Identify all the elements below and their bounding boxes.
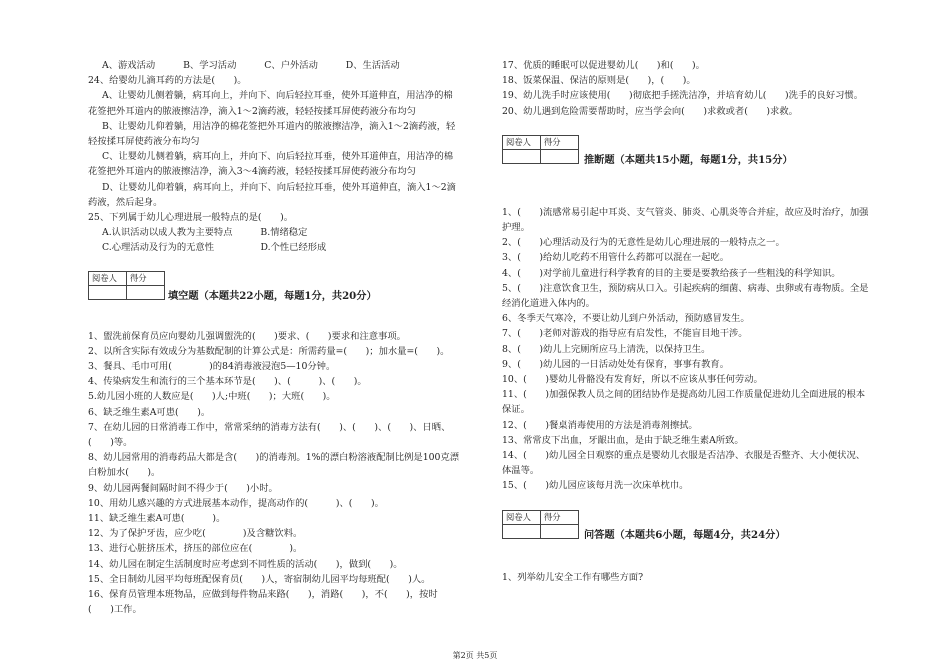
q25-stem: 25、下列属于幼儿心理进展一般特点的是( )。 [88, 212, 294, 224]
section-title-fill-blank: 填空题（本题共22小题，每题1分，共20分） [168, 289, 377, 302]
fill-item: 3、餐具、毛巾可用( )的84消毒液浸泡5—10分钟。 [88, 361, 336, 373]
score-label: 得分 [127, 271, 165, 285]
judge-item: 15、( )幼儿园应该每月洗一次床单枕巾。 [502, 480, 689, 492]
judge-item: 11、( )加强保教人员之间的团结协作是提高幼儿园工作质量促进幼儿全面进展的根本保证。 [502, 389, 866, 416]
fill-item: 7、在幼儿园的日常消毒工作中，常常采纳的消毒方法有( )、( )、( )、日晒、( )等。 [88, 421, 451, 449]
reviewer-cell [503, 524, 541, 538]
fill-item: 6、缺乏维生素A可患( )。 [88, 406, 211, 418]
fill-item: 16、保育员管理本班物品，应做到每件物品来路( )，消路( )，不( )，按时( )工作。 [88, 589, 438, 616]
judge-item: 1、( )流感常易引起中耳炎、支气管炎、肺炎、心肌炎等合并症，故应及时治疗，加强护理。 [502, 206, 869, 234]
fill-item: 9、幼儿园两餐间隔时间不得少于( )小时。 [88, 482, 278, 494]
q25-options-ab: A.认识活动以成人教为主要特点 B.情绪稳定 [102, 227, 308, 239]
fill-item: 10、用幼儿感兴趣的方式进展基本动作，提高动作的( )、( )。 [88, 497, 384, 509]
judge-item: 7、( )老师对游戏的指导应有启发性，不能盲目地干涉。 [502, 328, 748, 340]
section-title-judge: 推断题（本题共15小题，每题1分，共15分） [584, 153, 793, 166]
fill-item: 11、缺乏维生素A可患( )。 [88, 513, 226, 525]
score-cell [541, 149, 579, 163]
fill-item: 2、以所含实际有效成分为基数配制的计算公式是：所需药量=( )；加水量=( )。 [88, 345, 450, 357]
q24-option-a: A、让婴幼儿侧着躺，病耳向上，并向下、向后轻拉耳垂，使外耳道伸直，用洁净的棉花签把外耳道内的脓液擦洁净，滴入1～2滴药液，轻轻按揉耳屏使药液分布均匀 [88, 90, 453, 117]
q24-option-c: C、让婴幼儿侧着躺，病耳向上，并向下、向后轻拉耳垂，使外耳道伸直，用洁净的棉花签把外耳道内的脓液擦洁净，滴入3～4滴药液，轻轻按揉耳屏使药液分布均匀 [88, 151, 454, 178]
reviewer-label: 阅卷人 [503, 135, 541, 149]
qa-item: 1、列举幼儿安全工作有哪些方面? [502, 571, 644, 583]
judge-item: 2、( )心理活动及行为的无意性是幼儿心理进展的一般特点之一。 [502, 237, 785, 249]
page-footer: 第2页 共5页 [452, 651, 498, 660]
score-label: 得分 [541, 510, 579, 524]
score-box [88, 271, 165, 300]
section-title-qa: 问答题（本题共6小题，每题4分，共24分） [584, 528, 786, 541]
judge-item: 9、( )幼儿园的一日活动处处有保育，事事有教育。 [502, 358, 729, 370]
fill-item: 17、优质的睡眠可以促进婴幼儿( )和( )。 [502, 60, 705, 71]
judge-item: 3、( )给幼儿吃药不用管什么药都可以混在一起吃。 [502, 252, 729, 264]
score-cell [127, 285, 165, 299]
fill-item: 1、盥洗前保育员应向婴幼儿强调盥洗的( )要求、( )要求和注意事项。 [88, 330, 406, 342]
score-box [502, 510, 579, 539]
reviewer-label: 阅卷人 [503, 510, 541, 524]
fill-item: 5.幼儿园小班的人数应是( )人;中班( )；大班( )。 [88, 391, 336, 403]
fill-item: 14、幼儿园在制定生活制度时应考虑到不同性质的活动( )，做到( )。 [88, 558, 403, 570]
right-column [502, 58, 874, 585]
fill-item: 8、幼儿园常用的消毒药品大都是含( )的消毒剂。1%的漂白粉溶液配制比例是100克漂白粉加水( )。 [88, 452, 460, 479]
judge-item: 8、( )幼儿上完厕所应马上清洗，以保持卫生。 [502, 343, 711, 355]
fill-item: 12、为了保护牙齿，应少吃( )及含糖饮料。 [88, 528, 303, 540]
fill-item: 13、进行心脏挤压术，挤压的部位应在( )。 [88, 543, 303, 555]
q24-option-d: D、让婴幼儿仰着躺，病耳向上，并向下、向后轻拉耳垂，使外耳道伸直，滴入1～2滴药液，然后起身。 [88, 181, 456, 208]
reviewer-cell [503, 149, 541, 163]
fill-item: 18、饭菜保温、保洁的原则是( )，( )。 [502, 75, 696, 87]
q23-options: A、游戏活动 B、学习活动 C、户外活动 D、生活活动 [102, 60, 400, 71]
judge-item: 10、( )婴幼儿骨骼没有发育好，所以不应该从事任何劳动。 [502, 374, 763, 386]
judge-item: 12、( )餐桌消毒使用的方法是消毒剂擦拭。 [502, 419, 698, 431]
judge-item: 14、( )幼儿园全日观察的重点是婴幼儿衣服是否洁净、衣服是否整齐、大小便状况、体温等。 [502, 450, 866, 477]
judge-section-header [502, 135, 874, 181]
fill-blank-section-header [88, 271, 460, 317]
fill-item: 15、全日制幼儿园平均每班配保育员( )人，寄宿制幼儿园平均每班配( )人。 [88, 573, 431, 585]
fill-item: 20、幼儿遇到危险需要帮助时，应当学会向( )求救或者( )求救。 [502, 105, 798, 117]
reviewer-cell [89, 285, 127, 299]
judge-item: 4、( )对学前儿童进行科学教育的目的主要是要教给孩子一些粗浅的科学知识。 [502, 267, 841, 279]
fill-item: 19、幼儿洗手时应该使用( )彻底把手搓洗洁净，并培育幼儿( )洗手的良好习惯。 [502, 90, 864, 102]
reviewer-label: 阅卷人 [89, 271, 127, 285]
score-cell [541, 524, 579, 538]
qa-section-header [502, 510, 874, 556]
judge-item: 13、常常皮下出血，牙龈出血，是由于缺乏维生素A所致。 [502, 434, 744, 446]
q25-options-cd: C.心理活动及行为的无意性 D.个性已经形成 [102, 242, 327, 254]
fill-item: 4、传染病发生和流行的三个基本环节是( )、( )、( )。 [88, 376, 367, 388]
score-box [502, 135, 579, 164]
left-column [88, 58, 460, 618]
score-label: 得分 [541, 135, 579, 149]
judge-item: 6、冬季天气寒冷，不要让幼儿到户外活动，预防感冒发生。 [502, 313, 750, 325]
judge-item: 5、( )注意饮食卫生，预防病从口入。引起疾病的细菌、病毒、虫卵或有毒物质。全是经消化道进入体内的。 [502, 282, 869, 310]
q24-stem: 24、给婴幼儿滴耳药的方法是( )。 [88, 75, 247, 87]
q24-option-b: B、让婴幼儿仰着躺，用洁净的棉花签把外耳道内的脓液擦洁净，滴入1～2滴药液，轻轻按揉耳屏使药液分布均匀 [88, 120, 456, 148]
